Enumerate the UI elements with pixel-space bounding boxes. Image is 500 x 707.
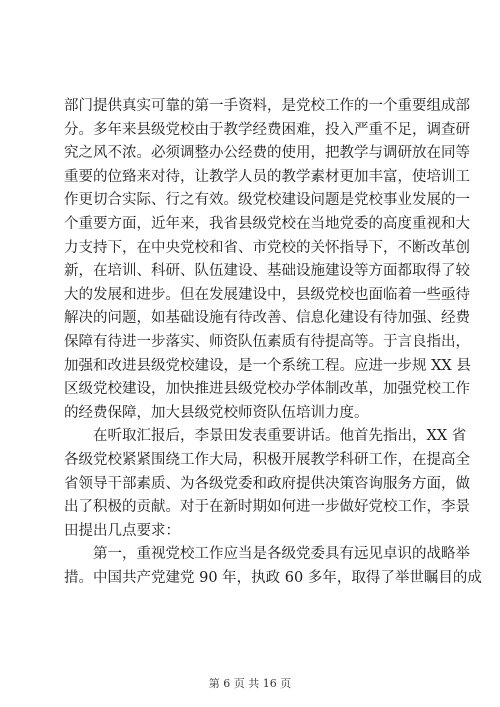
text-line: 在听取汇报后，李景田发表重要讲话。他首先指出，XX 省 [64, 428, 467, 445]
text-line: 部门提供真实可靠的第一手资料，是党校工作的一个重要组成部 [64, 98, 470, 114]
text-line: 解决的问题，如基础设施有待改善、信息化建设有待加强、经费 [64, 310, 470, 327]
text-line: 区级党校建设，加快推进县级党校办学体制改革，加强党校工作 [64, 381, 470, 398]
page-number-footer: 第 6 页 共 16 页 [208, 677, 292, 690]
text-line: 个重要方面，近年来，我省县级党校在当地党委的高度重视和大 [64, 215, 470, 232]
text-line: 保障有待进一步落实、师资队伍素质有待提高等。于言良指出， [64, 333, 470, 350]
text-line: 的经费保障，加大县级党校师资队伍培训力度。 [64, 404, 369, 421]
text-line: 新，在培训、科研、队伍建设、基础设施建设等方面都取得了较 [64, 263, 470, 280]
text-line: 分。多年来县级党校由于教学经费困难，投入严重不足，调查研 [64, 121, 470, 138]
text-line: 第一，重视党校工作应当是各级党委具有远见卓识的战略举 [64, 546, 470, 563]
text-line: 省领导干部素质、为各级党委和政府提供决策咨询服务方面，做 [64, 475, 470, 492]
text-line: 力支持下，在中央党校和省、市党校的关怀指导下，不断改革创 [64, 239, 470, 256]
text-line: 大的发展和进步。但在发展建设中，县级党校也面临着一些亟待 [64, 286, 470, 303]
text-line: 各级党校紧紧围绕工作大局，积极开展教学科研工作，在提高全 [64, 451, 470, 468]
text-line: 加强和改进县级党校建设，是一个系统工程。应进一步规 XX 县 [64, 357, 471, 374]
text-line: 重要的位臵来对待，让教学人员的教学素材更加丰富，使培训工 [64, 168, 470, 185]
text-line: 出了积极的贡献。对于在新时期如何进一步做好党校工作，李景 [64, 499, 470, 516]
text-line: 田提出几点要求： [64, 522, 180, 539]
body-text [64, 95, 482, 590]
text-line: 究之风不浓。必须调整办公经费的使用，把教学与调研放在同等 [64, 145, 470, 162]
text-line: 措。中国共产党建党 90 年，执政 60 多年，取得了举世瞩目的成 [64, 569, 482, 586]
text-line: 作更切合实际、行之有效。级党校建设问题是党校事业发展的一 [64, 192, 470, 209]
